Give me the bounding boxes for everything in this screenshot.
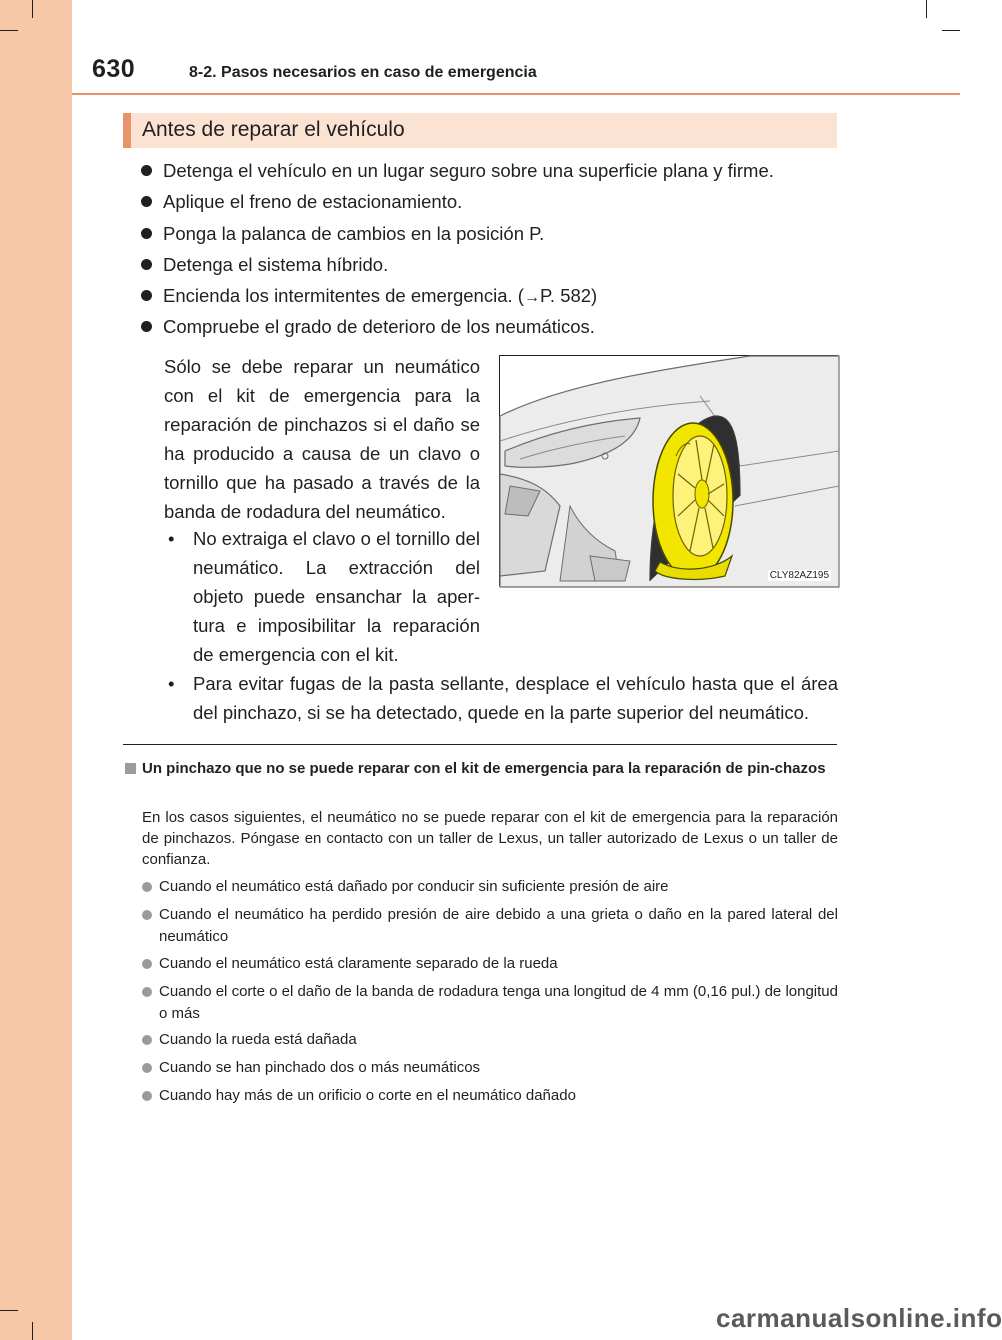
figure-code: CLY82AZ195: [769, 570, 829, 581]
car-front-wheel-drawing: [500, 356, 839, 587]
info-heading-text: Un pinchazo que no se puede reparar con el kit de emergencia para la reparación de pin-chazos: [142, 760, 826, 777]
tire-illustration: [499, 355, 838, 586]
list-item: Detenga el vehículo en un lugar seguro sobre una superficie plana y firme.: [141, 159, 774, 183]
watermark: carmanualsonline.info: [716, 1303, 1002, 1333]
sub-note: [168, 524, 480, 669]
square-bullet-icon: [125, 763, 136, 774]
page-reference-link[interactable]: P. 582): [539, 285, 598, 306]
dot-marker: •: [168, 528, 175, 549]
list-item: Detenga el sistema híbrido.: [141, 253, 388, 277]
bullet-icon: [141, 259, 152, 270]
list-item: Aplique el freno de estacionamiento.: [141, 190, 462, 214]
header-rule: [72, 93, 960, 95]
crop-mark: [926, 0, 927, 18]
sub-note-text: No extraiga el clavo o el tornillo del neumático. La extracción del objeto puede ensanchar la aper-tura e imposibilitar la reparación de emergencia con el kit.: [193, 528, 480, 665]
page-number: 630: [92, 55, 136, 83]
bullet-icon: [142, 959, 152, 969]
sub-note-text: Para evitar fugas de la pasta sellante, desplace el vehículo hasta que el área del pinchazo, si se ha detectado, quede en la parte superior del neumático.: [193, 673, 838, 723]
chapter-title: 8-2. Pasos necesarios en caso de emergencia: [189, 64, 537, 81]
section-heading-text: Antes de reparar el vehículo: [142, 118, 405, 141]
section-heading: [123, 113, 837, 148]
bullet-icon: [141, 321, 152, 332]
list-item: Compruebe el grado de deterioro de los neumáticos.: [141, 315, 595, 339]
bullet-icon: [142, 1063, 152, 1073]
heading-accent-bar: [123, 113, 131, 148]
crop-mark: [0, 30, 18, 31]
bullet-icon: [142, 987, 152, 997]
dot-marker: •: [168, 673, 175, 694]
bullet-icon: [141, 196, 152, 207]
list-item: Ponga la palanca de cambios en la posición P.: [141, 222, 544, 246]
crop-mark: [942, 30, 960, 31]
crop-mark: [32, 1322, 33, 1340]
sub-note: [168, 669, 838, 727]
list-item: Encienda los intermitentes de emergencia. (→P. 582): [141, 284, 597, 310]
side-color-band: [0, 0, 72, 1340]
crop-mark: [32, 0, 33, 18]
bullet-icon: [141, 290, 152, 301]
repair-condition-paragraph: Sólo se debe reparar un neumático con el kit de emergencia para la reparación de pinchazos si el daño se ha producido a causa de un clavo o tornillo que ha pasado a través de la banda de rodadura del neumático.: [164, 356, 480, 522]
section-divider: [123, 744, 837, 745]
bullet-icon: [142, 1035, 152, 1045]
arrow-right-icon: →: [523, 289, 540, 306]
bullet-icon: [142, 910, 152, 920]
bullet-icon: [142, 882, 152, 892]
crop-mark: [0, 1310, 18, 1311]
info-intro-paragraph: En los casos siguientes, el neumático no se puede reparar con el kit de emergencia para la reparación de pinchazos. Póngase en contacto con un taller de Lexus, un taller autorizado de Lexus o un taller de confianza.: [142, 809, 838, 868]
bullet-icon: [141, 228, 152, 239]
bullet-icon: [141, 165, 152, 176]
bullet-icon: [142, 1091, 152, 1101]
